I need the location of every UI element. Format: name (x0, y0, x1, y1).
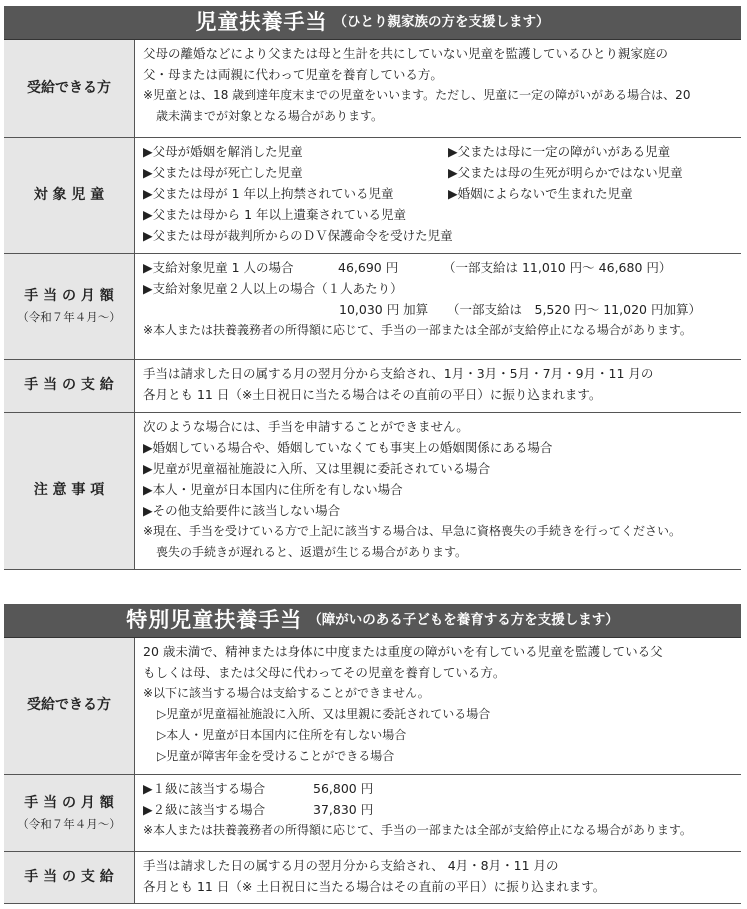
row-content (135, 359, 742, 412)
list-item: ▶婚姻している場合や、婚姻していなくても事実上の婚姻関係にある場合 (143, 439, 553, 455)
row-content (135, 137, 742, 253)
row-label: 注 意 事 項 (4, 412, 135, 569)
table-row (4, 412, 741, 569)
amount-line (143, 778, 735, 799)
note-line: ※本人または扶養義務者の所得額に応じて、手当の一部または全部が支給停止になる場合があります。 (143, 322, 692, 337)
amount-line (143, 799, 735, 820)
table-row (4, 359, 741, 412)
amount-item: ▶支給対象児童 1 人の場合 (143, 259, 294, 275)
text-line: 各月とも 11 日（※ 土日祝日に当たる場合はその直前の平日）に振り込まれます。 (143, 878, 606, 894)
text-line: 父母の離婚などにより父または母と生計を共にしていない児童を監護しているひとり親家庭の (143, 46, 669, 61)
text-line: 次のような場合には、手当を申請することができません。 (143, 418, 469, 434)
text-line: もしくは母、または父母に代わってその児童を養育している方。 (143, 665, 506, 680)
text-line: 手当は請求した日の属する月の翌月分から支給され、1月・3月・5月・7月・9月・11 月の (143, 365, 654, 381)
amount-value: 10,030 円 加算 (339, 301, 429, 317)
list-item: ▷児童が児童福祉施設に入所、又は里親に委託されている場合 (157, 707, 491, 721)
note-line: 歳未満までが対象となる場合があります。 (156, 109, 384, 123)
text-line: 各月とも 11 日（※土日祝日に当たる場合はその直前の平日）に振り込まれます。 (143, 386, 602, 402)
note-line: ※児童とは、18 歳到達年度末までの児童をいいます。ただし、児童に一定の障がいがある場合は、20 (143, 88, 691, 102)
text-line: 父・母または両親に代わって児童を養育している方。 (143, 67, 443, 82)
row-label-text: 手 当 の 月 額 (24, 794, 114, 811)
row-label-sub: （令和７年４月～） (17, 816, 121, 831)
list-item: ▶児童が児童福祉施設に入所、又は里親に委託されている場合 (143, 460, 491, 476)
info-table (4, 40, 741, 570)
amount-value: 46,690 円 (338, 259, 399, 275)
row-content (135, 412, 742, 569)
amount-value: 37,830 円 (313, 801, 374, 817)
row-content (135, 851, 742, 903)
row-label: 手 当 の 支 給 (4, 851, 135, 903)
amount-partial: （一部支給は 5,520 円～ 11,020 円加算） (447, 301, 701, 317)
table-row (4, 638, 741, 774)
table-row (4, 40, 741, 137)
row-label (4, 774, 135, 851)
note-line: 喪失の手続きが遅れると、返還が生じる場合があります。 (156, 544, 468, 559)
table-row (4, 774, 741, 851)
list-item: ▶父または母の生死が明らかではない児童 (448, 164, 683, 180)
text-line: 20 歳未満で、精神または身体に中度または重度の障がいを有している児童を監護している父 (143, 644, 663, 659)
row-content (135, 40, 742, 137)
list-item: ▶父または母が裁判所からのＤＶ保護命令を受けた児童 (143, 227, 453, 243)
table-row (4, 253, 741, 359)
section-header (4, 6, 741, 40)
row-content (135, 253, 742, 359)
list-item: ▶婚姻によらないで生まれた児童 (448, 185, 633, 201)
text-line: 手当は請求した日の属する月の翌月分から支給され、 4月・8月・11 月の (143, 857, 559, 873)
amount-line (143, 299, 735, 320)
list-item: ▶父または母が死亡した児童 (143, 164, 303, 180)
list-item: ▶父または母から 1 年以上遺棄されている児童 (143, 206, 407, 222)
list-item: ▷児童が障害年金を受けることができる場合 (157, 749, 395, 763)
row-label: 対 象 児 童 (4, 137, 135, 253)
amount-partial: （一部支給は 11,010 円～ 46,680 円） (443, 259, 672, 275)
info-table (4, 638, 741, 904)
section-subtitle: （障がいのある子どもを養育する方を支援します） (308, 612, 619, 628)
section-title: 児童扶養手当 (195, 10, 328, 34)
two-column-list (143, 141, 735, 204)
section-child-rearing-allowance (4, 6, 741, 570)
list-item: ▶本人・児童が日本国内に住所を有しない場合 (143, 481, 403, 497)
row-label: 受給できる方 (4, 40, 135, 137)
list-item: ▷本人・児童が日本国内に住所を有しない場合 (157, 728, 407, 742)
list-item: ▶父または母が 1 年以上拘禁されている児童 (143, 185, 394, 201)
row-label-text: 手 当 の 月 額 (24, 288, 114, 304)
note-line: ※本人または扶養義務者の所得額に応じて、手当の一部または全部が支給停止になる場合があります。 (143, 822, 692, 837)
section-special-child-rearing-allowance (4, 604, 741, 904)
amount-line (143, 257, 735, 278)
list-item: ▶父または母に一定の障がいがある児童 (448, 143, 671, 159)
row-content (135, 774, 742, 851)
section-header (4, 604, 741, 638)
note-line: ※現在、手当を受けている方で上記に該当する場合は、早急に資格喪失の手続きを行ってください。 (143, 523, 682, 538)
table-row (4, 851, 741, 903)
amount-item: ▶１級に該当する場合 (143, 780, 266, 796)
row-label (4, 253, 135, 359)
amount-item: ▶２級に該当する場合 (143, 801, 266, 817)
section-subtitle: （ひとり親家族の方を支援します） (333, 14, 550, 30)
row-content (135, 638, 742, 774)
amount-value: 56,800 円 (313, 780, 374, 796)
amount-item: ▶支給対象児童２人以上の場合（１人あたり） (143, 280, 403, 296)
section-title: 特別児童扶養手当 (126, 608, 303, 632)
row-label: 手 当 の 支 給 (4, 359, 135, 412)
row-label-sub: （令和７年４月～） (17, 310, 121, 324)
list-item: ▶父母が婚姻を解消した児童 (143, 143, 303, 159)
note-line: ※以下に該当する場合は支給することができません。 (143, 686, 430, 700)
table-row (4, 137, 741, 253)
row-label: 受給できる方 (4, 638, 135, 774)
list-item: ▶その他支給要件に該当しない場合 (143, 502, 341, 518)
